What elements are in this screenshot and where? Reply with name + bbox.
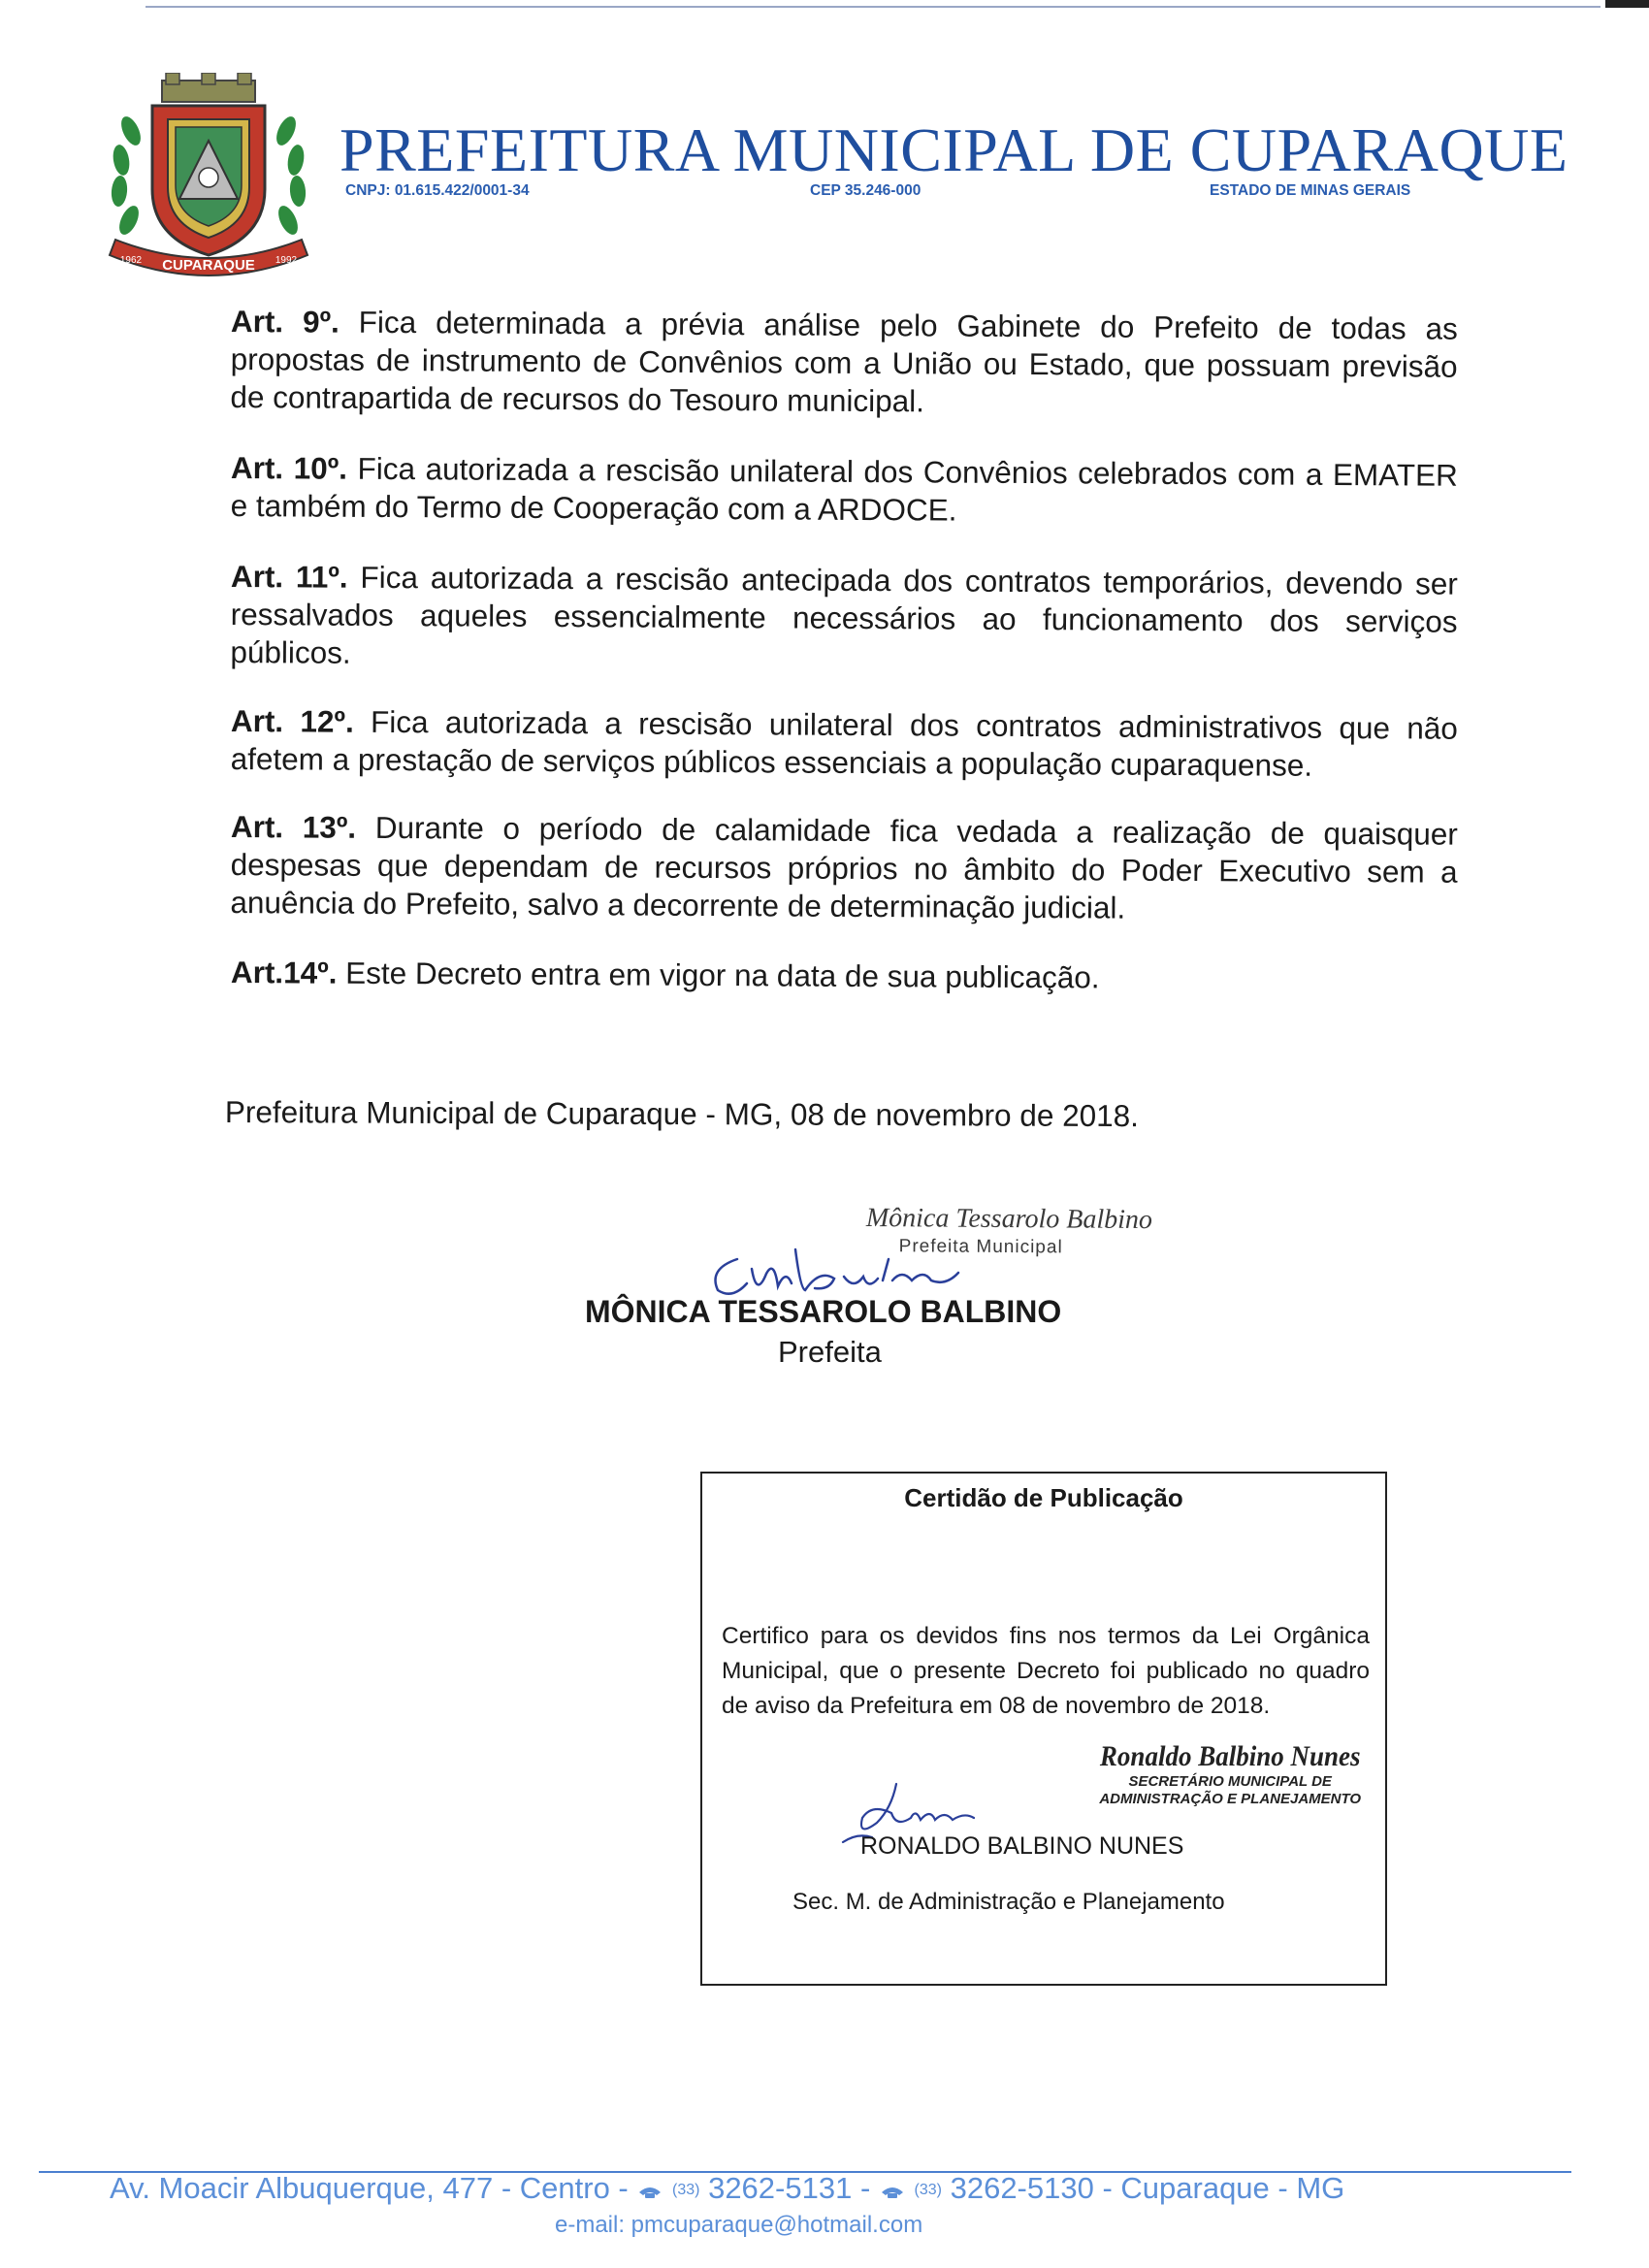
article-11: [230, 558, 1458, 679]
footer-area-code-2: (33): [914, 2181, 942, 2198]
coat-year-left: 1962: [119, 255, 143, 266]
certificate-title: Certidão de Publicação: [904, 1483, 1183, 1512]
coat-banner-text: CUPARAQUE: [162, 257, 255, 274]
place-date: Prefeitura Municipal de Cuparaque - MG, 08 de novembro de 2018.: [224, 1094, 1140, 1134]
mayor-name: MÔNICA TESSAROLO BALBINO: [585, 1294, 1062, 1329]
article-10: [231, 449, 1458, 533]
secretary-stamp-line1: SECRETÁRIO MUNICIPAL DE: [1128, 1773, 1332, 1790]
secretary-role: Sec. M. de Administração e Planejamento: [792, 1889, 1225, 1915]
article-label: Art.14º.: [230, 955, 338, 990]
article-text: Fica autorizada a rescisão unilateral dos Convênios celebrados com a EMATER e também do Termo de Cooperação com a ARDOCE.: [230, 450, 1458, 528]
article-14: [231, 954, 1458, 999]
footer-address: Av. Moacir Albuquerque, 477 - Centro -: [110, 2171, 629, 2205]
article-label: Art. 11º.: [230, 559, 348, 595]
coat-of-arms-icon: [102, 73, 315, 291]
phone-icon: [879, 2181, 906, 2200]
article-text: Durante o período de calamidade fica vedada a realização de quaisquer despesas que dependam de recursos próprios no âmbito do Poder Executivo sem a anuência do Prefeito, salvo a decorrente de determinação judicial.: [230, 809, 1458, 925]
article-label: Art. 9º.: [230, 303, 340, 340]
article-9: [230, 303, 1458, 424]
footer-email: e-mail: pmcuparaque@hotmail.com: [555, 2212, 923, 2238]
article-text: Fica autorizada a rescisão antecipada dos contratos temporários, devendo ser ressalvados aqueles essencialmente necessários ao funcionamento dos serviços públicos.: [230, 559, 1458, 670]
header-cep: CEP 35.246-000: [810, 182, 922, 199]
secretary-stamp: [1085, 1740, 1374, 1808]
secretary-stamp-name: Ronaldo Balbino Nunes: [1099, 1740, 1361, 1772]
certificate-box: [700, 1472, 1387, 1986]
secretary-name: RONALDO BALBINO NUNES: [860, 1832, 1184, 1860]
footer-phone-2: 3262-5130 - Cuparaque - MG: [950, 2171, 1345, 2205]
phone-icon: [636, 2181, 663, 2200]
article-text: Este Decreto entra em vigor na data de sua publicação.: [337, 955, 1100, 995]
mayor-stamp-role: Prefeita Municipal: [898, 1236, 1063, 1258]
article-label: Art. 12º.: [230, 703, 354, 739]
coat-year-right: 1992: [275, 255, 298, 266]
footer-address-line: [110, 2171, 1344, 2206]
mayor-stamp-name: Mônica Tessarolo Balbino: [865, 1203, 1153, 1236]
footer-phone-1: 3262-5131 -: [708, 2171, 871, 2205]
header-estado: ESTADO DE MINAS GERAIS: [1210, 182, 1411, 199]
article-13: [230, 808, 1458, 929]
certificate-text: Certifico para os devidos fins nos termos da Lei Orgânica Municipal, que o presente Decreto foi publicado no quadro de aviso da Prefeitura em 08 de novembro de 2018.: [722, 1623, 1370, 1719]
mayor-role: Prefeita: [778, 1335, 882, 1369]
article-text: Fica determinada a prévia análise pelo Gabinete do Prefeito de todas as propostas de instrumento de Convênios com a União ou Estado, que possuam previsão de contrapartida de recursos do Tesouro municipal.: [230, 304, 1458, 419]
article-label: Art. 10º.: [230, 449, 348, 486]
footer-area-code-1: (33): [672, 2181, 700, 2198]
corner-scan-mark: [1605, 0, 1649, 8]
header-title: PREFEITURA MUNICIPAL DE CUPARAQUE: [340, 115, 1568, 184]
secretary-stamp-line2: ADMINISTRAÇÃO E PLANEJAMENTO: [1099, 1791, 1362, 1807]
header-cnpj: CNPJ: 01.615.422/0001-34: [345, 182, 530, 199]
article-label: Art. 13º.: [230, 809, 357, 845]
article-12: [231, 702, 1458, 786]
top-scan-line: [146, 6, 1600, 8]
article-text: Fica autorizada a rescisão unilateral dos contratos administrativos que não afetem a prestação de serviços públicos essenciais a população cuparaquense.: [230, 703, 1458, 783]
